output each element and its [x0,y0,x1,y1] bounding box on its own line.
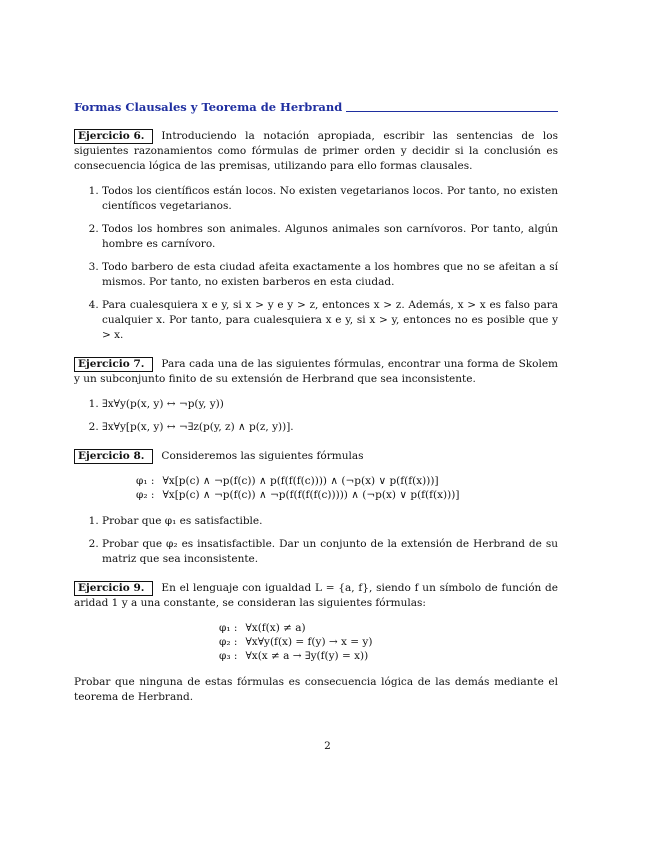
formula-expr: ∀x(x ≠ a → ∃y(f(y) = x)) [245,650,369,662]
exercise-9 [74,581,558,611]
formula-name: φ₂ : [219,636,238,648]
exercise-8-intro: Consideremos las siguientes fórmulas [161,450,364,462]
list-item: 2. ∃x∀y[p(x, y) ↔ ¬∃z(p(y, z) ∧ p(z, y))]. [102,420,558,435]
exercise-6-list [74,184,558,343]
formula-expr: ∀x[p(c) ∧ ¬p(f(c)) ∧ p(f(f(f(c)))) ∧ (¬p(x) ∨ p(f(f(x)))] [162,475,439,487]
exercise-8 [74,449,558,464]
exercise-6-intro: Introduciendo la notación apropiada, escribir las sentencias de los siguientes razonamientos como fórmulas de primer orden y decidir si la conclusión es consecuencia lógica de las premisas, utilizando para ello formas clausales. [74,130,558,172]
formula-row [136,474,467,488]
section-title-text: Formas Clausales y Teorema de Herbrand [74,100,343,114]
exercise-7-label: Ejercicio 7. [74,357,153,372]
formula-name: φ₂ : [136,489,155,501]
formula-row [136,488,467,502]
list-item: 2. Todos los hombres son animales. Algunos animales son carnívoros. Por tanto, algún hombre es carnívoro. [102,222,558,252]
list-item: 1. ∃x∀y(p(x, y) ↔ ¬p(y, y)) [102,397,558,412]
exercise-7-intro: Para cada una de las siguientes fórmulas, encontrar una forma de Skolem y un subconjunto finito de su extensión de Herbrand que sea inconsistente. [74,358,558,385]
page-content [74,100,558,705]
exercise-6 [74,129,558,174]
formula-name: φ₁ : [219,622,238,634]
formula-row [219,649,380,663]
exercise-7 [74,357,558,387]
list-item: 1. Probar que φ₁ es satisfactible. [102,514,558,529]
exercise-9-label: Ejercicio 9. [74,581,153,596]
formula-row [219,635,380,649]
exercise-8-formulas [136,474,558,502]
formula-name: φ₁ : [136,475,155,487]
title-rule [346,111,558,112]
formula-expr: ∀x(f(x) ≠ a) [245,622,306,634]
formula-expr: ∀x∀y(f(x) = f(y) → x = y) [245,636,373,648]
page-number: 2 [324,740,331,752]
formula-expr: ∀x[p(c) ∧ ¬p(f(c)) ∧ ¬p(f(f(f(f(c))))) ∧ (¬p(x) ∨ p(f(f(x)))] [162,489,460,501]
exercise-7-list [74,397,558,435]
exercise-8-list [74,514,558,567]
exercise-6-label: Ejercicio 6. [74,129,153,144]
list-item: 2. Probar que φ₂ es insatisfactible. Dar un conjunto de la extensión de Herbrand de su matriz que sea inconsistente. [102,537,558,567]
exercise-9-formulas [219,621,558,663]
exercise-8-label: Ejercicio 8. [74,449,153,464]
formula-row [219,621,380,635]
list-item: 1. Todos los científicos están locos. No existen vegetarianos locos. Por tanto, no existen científicos vegetarianos. [102,184,558,214]
list-item: 4. Para cualesquiera x e y, si x > y e y > z, entonces x > z. Además, x > x es falso para cualquier x. Por tanto, para cualesquiera x e y, si x > y, entonces no es posible que y > x. [102,298,558,343]
section-title [74,100,558,115]
list-item: 3. Todo barbero de esta ciudad afeita exactamente a los hombres que no se afeitan a sí mismos. Por tanto, no existen barberos en esta ciudad. [102,260,558,290]
exercise-9-conclusion: Probar que ninguna de estas fórmulas es consecuencia lógica de las demás mediante el teorema de Herbrand. [74,676,558,703]
exercise-9-intro: En el lenguaje con igualdad L = {a, f}, siendo f un símbolo de función de aridad 1 y a una constante, se consideran las siguientes fórmulas: [74,582,558,609]
formula-name: φ₃ : [219,650,238,662]
